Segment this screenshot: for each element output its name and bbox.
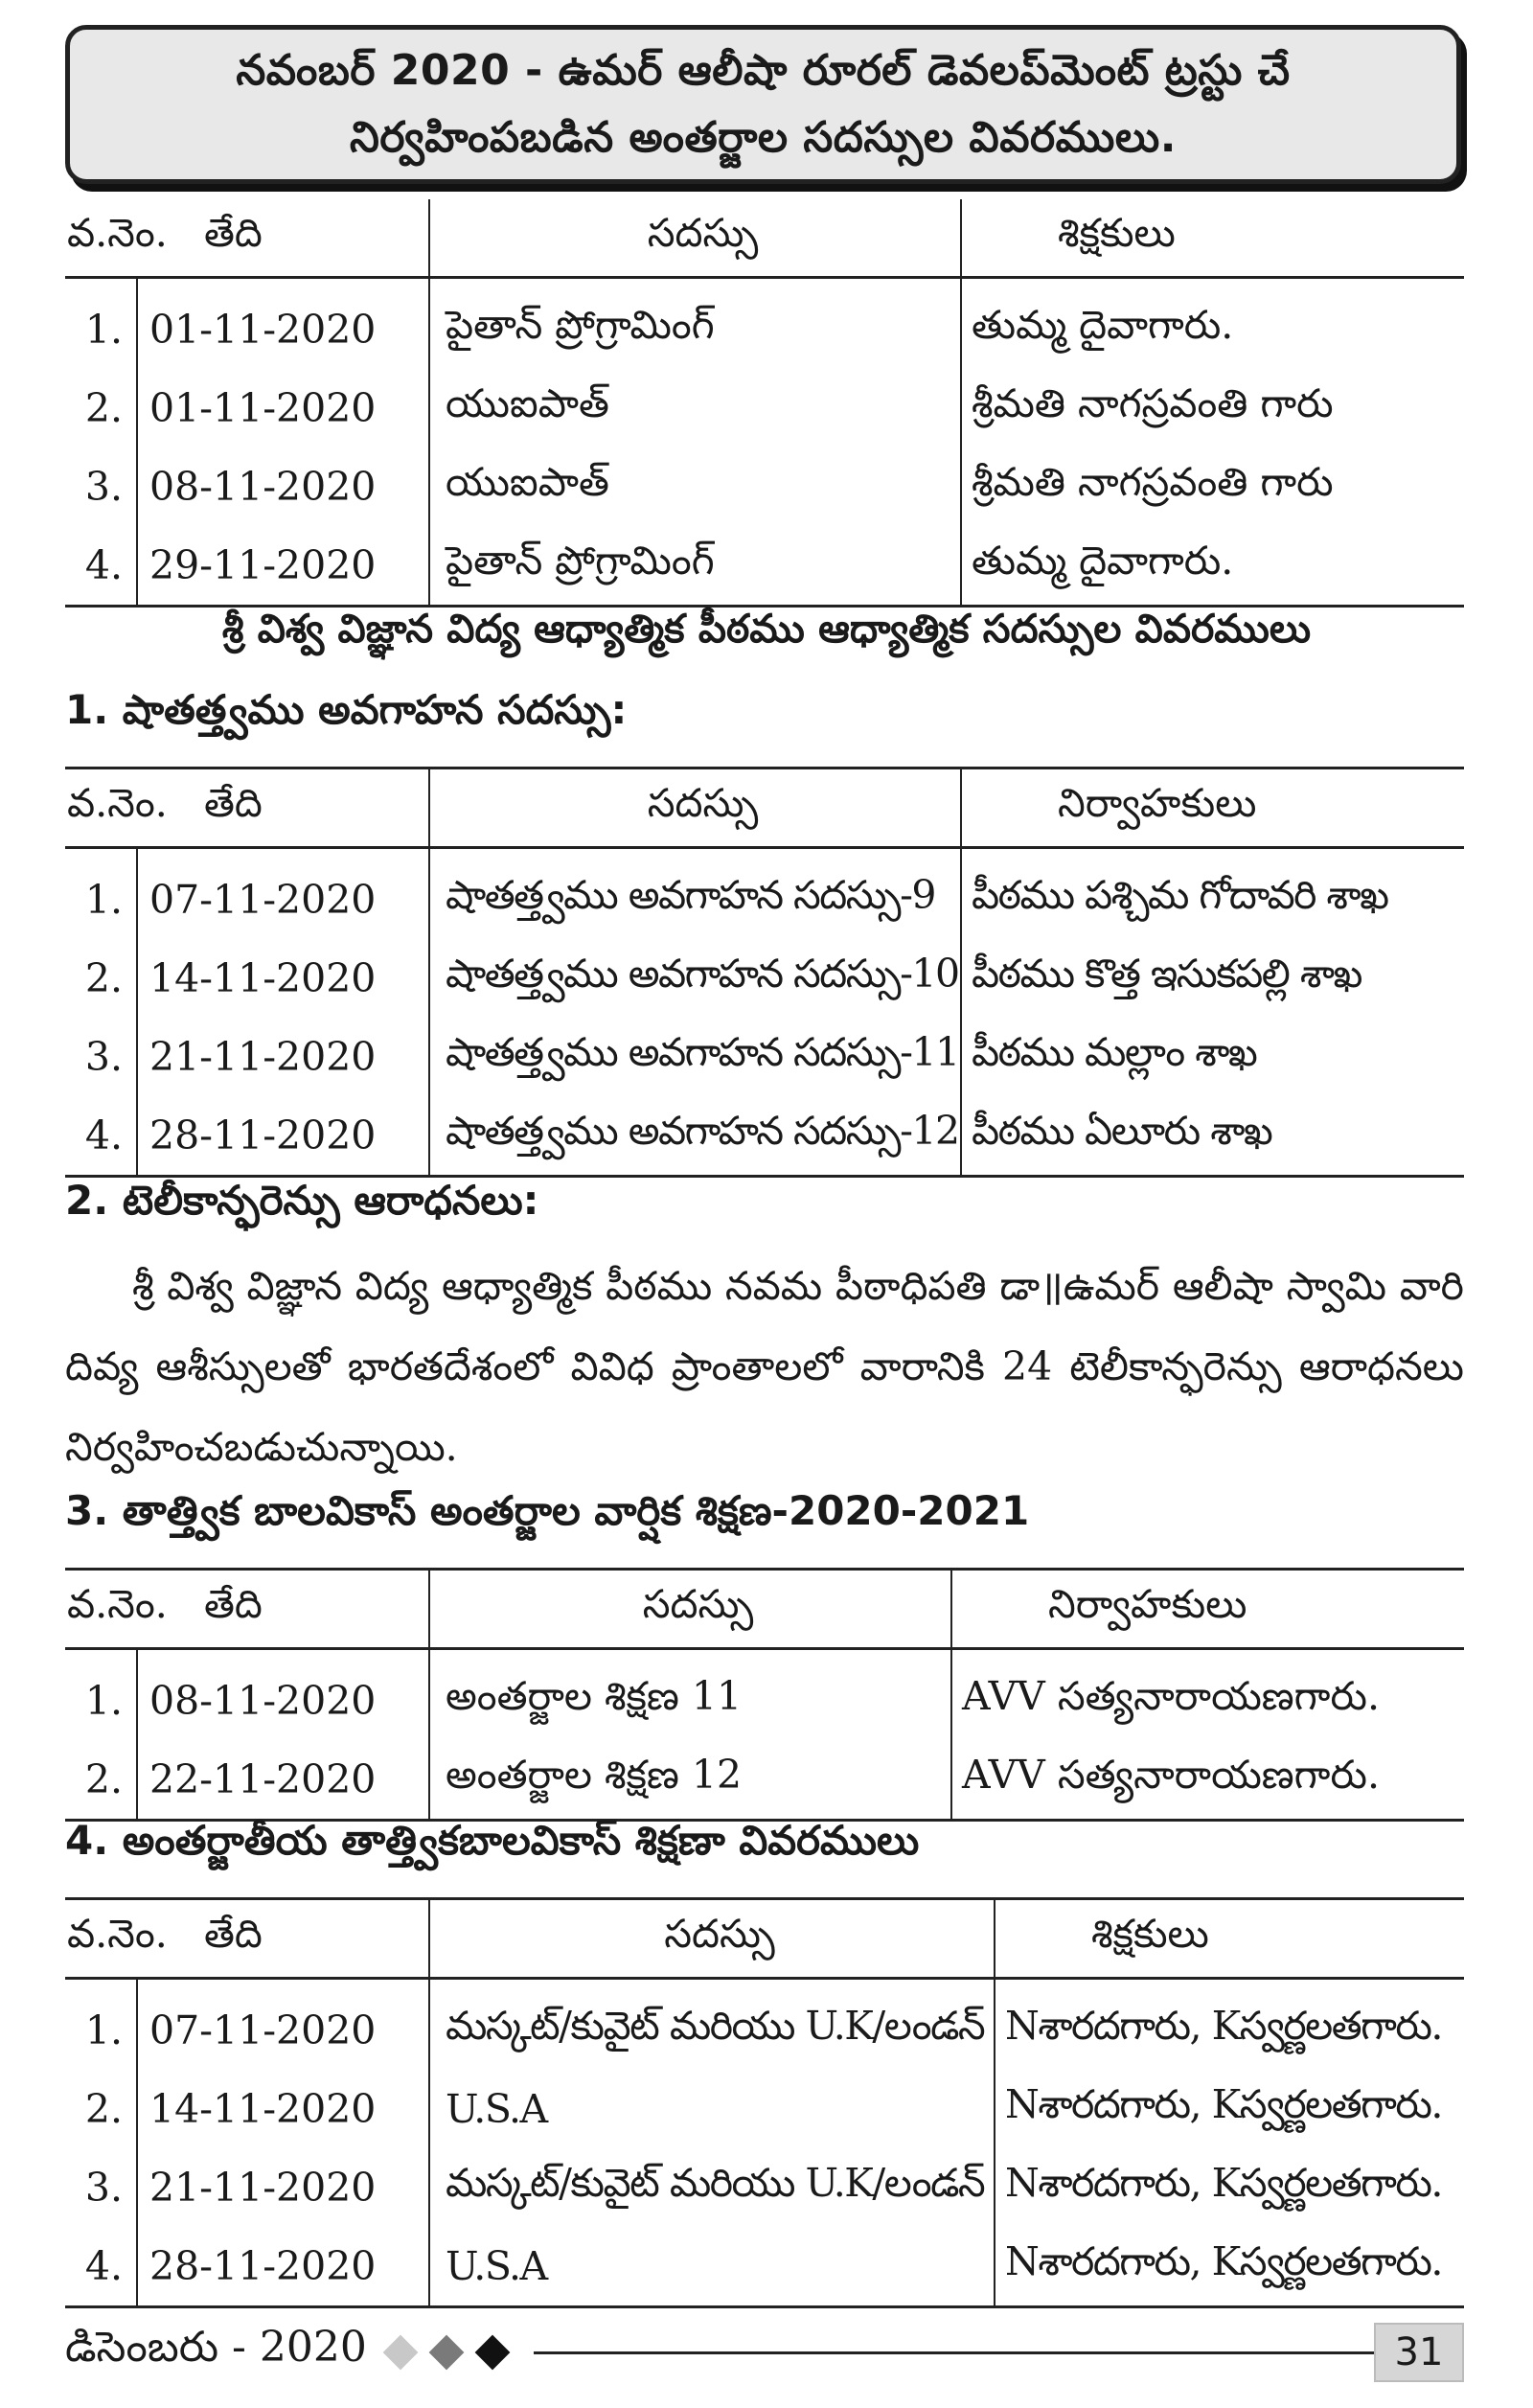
balavikas-annual-table [65, 1568, 1464, 1822]
table-row [65, 848, 1464, 940]
teacher-cell: తుమ్మ దైవాగారు. [972, 302, 1234, 348]
serial-cell: 1. [65, 278, 137, 370]
serial-cell: 3. [65, 447, 137, 526]
date-cell: 14-11-2020 [137, 2070, 429, 2148]
table-row [65, 1096, 1464, 1177]
date-cell: 07-11-2020 [137, 1979, 429, 2071]
table-row [65, 278, 1464, 370]
organizer-cell: పీఠము కొత్త ఇసుకపల్లి శాఖ [972, 951, 1361, 997]
session-cell: మస్కట్/కువైట్ మరియు U.K/లండన్ [429, 1979, 995, 2071]
col-header-date: తేది [137, 1899, 429, 1979]
diamond-light-icon [383, 2335, 419, 2371]
date-cell: 07-11-2020 [137, 848, 429, 940]
section-title: శ్రీ విశ్వ విజ్ఞాన విద్య ఆధ్యాత్మిక పీఠము ఆధ్యాత్మిక సదస్సుల వివరములు [221, 606, 1312, 652]
paragraph-text: శ్రీ విశ్వ విజ్ఞాన విద్య ఆధ్యాత్మిక పీఠము నవమ పీఠాధిపతి డా॥ఉమర్ ఆలీషా స్వామి వారి దివ్య ఆశీస్సులతో భారతదేశంలో వివిధ ప్రాంతాలలో వారానికి 24 టెలీకాన్ఫరెన్సు ఆరాధనలు నిర్వహించబడుచున్నాయి. [65, 1263, 1464, 1470]
table-row [65, 939, 1464, 1018]
date-cell: 28-11-2020 [137, 1096, 429, 1177]
serial-cell: 3. [65, 2148, 137, 2227]
table-header-row [65, 1570, 1464, 1649]
session-cell: షాతత్త్వము అవగాహన సదస్సు-11 [429, 1018, 961, 1096]
table-header-row [65, 1899, 1464, 1979]
teacher-cell: తుమ్మ దైవాగారు. [961, 526, 1464, 607]
section2-heading: 2. టెలీకాన్ఫరెన్సు ఆరాధనలు: [65, 1177, 539, 1224]
serial-cell: 2. [65, 1740, 137, 1821]
organizer-cell: AVV సత్యనారాయణగారు. [951, 1740, 1464, 1821]
serial-cell: 1. [65, 1649, 137, 1741]
section4-heading: 4. అంతర్జాతీయ తాత్త్వికబాలవికాస్ శిక్షణా వివరములు [65, 1817, 920, 1864]
date-cell: 21-11-2020 [137, 2148, 429, 2227]
page-number: 31 [1374, 2323, 1464, 2382]
page-footer [65, 2319, 1464, 2386]
col-header-organizer: నిర్వాహకులు [961, 768, 1464, 848]
footer-rule [534, 2351, 1374, 2354]
table-header-row [65, 199, 1464, 278]
date-cell: 08-11-2020 [137, 1649, 429, 1741]
diamond-medium-icon [429, 2335, 465, 2371]
table-row [65, 1979, 1464, 2071]
session-cell: షాతత్త్వము అవగాహన సదస్సు-12 [429, 1096, 961, 1177]
teacher-cell: Nశారదగారు, Kస్వర్ణలతగారు. [1005, 2160, 1442, 2206]
section1-heading: 1. షాతత్త్వము అవగాహన సదస్సు: [65, 686, 628, 733]
serial-cell: 2. [65, 369, 137, 447]
table-header-row [65, 768, 1464, 848]
serial-cell: 1. [65, 1979, 137, 2071]
col-header-date: తేది [137, 1570, 429, 1649]
col-header-serial: వ.నెం. [65, 1570, 137, 1649]
title-line-1: నవంబర్ 2020 - ఉమర్ ఆలీషా రూరల్ డెవలప్‌మెంట్ ట్రస్టు చే [236, 46, 1291, 95]
col-header-serial: వ.నెం. [65, 768, 137, 848]
table-row [65, 526, 1464, 607]
session-cell: షాతత్త్వము అవగాహన సదస్సు-10 [429, 939, 961, 1018]
organizer-cell: పీఠము మల్లాం శాఖ [972, 1029, 1257, 1075]
session-cell: యుఐపాత్ [429, 447, 961, 526]
date-cell: 29-11-2020 [137, 526, 429, 607]
organizer-cell: AVV సత్యనారాయణగారు. [962, 1673, 1380, 1719]
date-cell: 28-11-2020 [137, 2227, 429, 2307]
teacher-cell: Nశారదగారు, Kస్వర్ణలతగారు. [1005, 2003, 1442, 2049]
session-cell: యుఐపాత్ [429, 369, 961, 447]
table-row [65, 447, 1464, 526]
session-cell: మస్కట్/కువైట్ మరియు U.K/లండన్ [429, 2148, 995, 2227]
serial-cell: 2. [65, 2070, 137, 2148]
col-header-session: సదస్సు [429, 1570, 951, 1649]
teacher-cell: శ్రీమతి నాగస్రవంతి గారు [972, 380, 1334, 426]
teacher-cell: Nశారదగారు, Kస్వర్ణలతగారు. [1005, 2081, 1442, 2127]
col-header-serial: వ.నెం. [65, 199, 137, 278]
diamond-dark-icon [475, 2335, 511, 2371]
teacher-cell: శ్రీమతి నాగస్రవంతి గారు [972, 459, 1334, 505]
date-cell: 21-11-2020 [137, 1018, 429, 1096]
session-cell: షాతత్త్వము అవగాహన సదస్సు-9 [429, 848, 961, 940]
date-cell: 08-11-2020 [137, 447, 429, 526]
date-cell: 22-11-2020 [137, 1740, 429, 1821]
col-header-date: తేది [137, 199, 429, 278]
table-row [65, 369, 1464, 447]
table-row [65, 1740, 1464, 1821]
col-header-teacher: శిక్షకులు [961, 199, 1464, 278]
serial-cell: 4. [65, 1096, 137, 1177]
teleconference-paragraph [65, 1246, 1464, 1487]
table-row [65, 1018, 1464, 1096]
issue-label: డిసెంబరు - 2020 [65, 2323, 367, 2372]
sha-philosophy-table [65, 767, 1464, 1178]
table-row [65, 2070, 1464, 2148]
title-box [65, 25, 1461, 184]
col-header-serial: వ.నెం. [65, 1899, 137, 1979]
session-cell: పైతాన్ ప్రోగ్రామింగ్ [429, 278, 961, 370]
serial-cell: 1. [65, 848, 137, 940]
serial-cell: 4. [65, 526, 137, 607]
trust-sessions-table [65, 199, 1464, 608]
table-row [65, 2227, 1464, 2307]
col-header-date: తేది [137, 768, 429, 848]
teacher-cell: Nశారదగారు, Kస్వర్ణలతగారు. [995, 2227, 1464, 2307]
col-header-session: సదస్సు [429, 199, 961, 278]
serial-cell: 3. [65, 1018, 137, 1096]
serial-cell: 2. [65, 939, 137, 1018]
col-header-session: సదస్సు [429, 768, 961, 848]
col-header-session: సదస్సు [429, 1899, 995, 1979]
session-cell: అంతర్జాల శిక్షణ 11 [429, 1649, 951, 1741]
session-cell: పైతాన్ ప్రోగ్రామింగ్ [429, 526, 961, 607]
col-header-organizer: నిర్వాహకులు [951, 1570, 1464, 1649]
col-header-teacher: శిక్షకులు [995, 1899, 1464, 1979]
title-line-2: నిర్వహింపబడిన అంతర్జాల సదస్సుల వివరములు. [349, 113, 1178, 162]
organizer-cell: పీఠము ఏలూరు శాఖ [961, 1096, 1464, 1177]
date-cell: 14-11-2020 [137, 939, 429, 1018]
table-row [65, 1649, 1464, 1741]
date-cell: 01-11-2020 [137, 278, 429, 370]
session-cell: U.S.A [429, 2227, 995, 2307]
table-row [65, 2148, 1464, 2227]
international-balavikas-table [65, 1897, 1464, 2308]
section3-heading: 3. తాత్త్విక బాలవికాస్ అంతర్జాల వార్షిక శిక్షణ-2020-2021 [65, 1487, 1030, 1534]
serial-cell: 4. [65, 2227, 137, 2307]
session-cell: అంతర్జాల శిక్షణ 12 [429, 1740, 951, 1821]
organizer-cell: పీఠము పశ్చిమ గోదావరి శాఖ [972, 872, 1388, 918]
date-cell: 01-11-2020 [137, 369, 429, 447]
session-cell: U.S.A [429, 2070, 995, 2148]
